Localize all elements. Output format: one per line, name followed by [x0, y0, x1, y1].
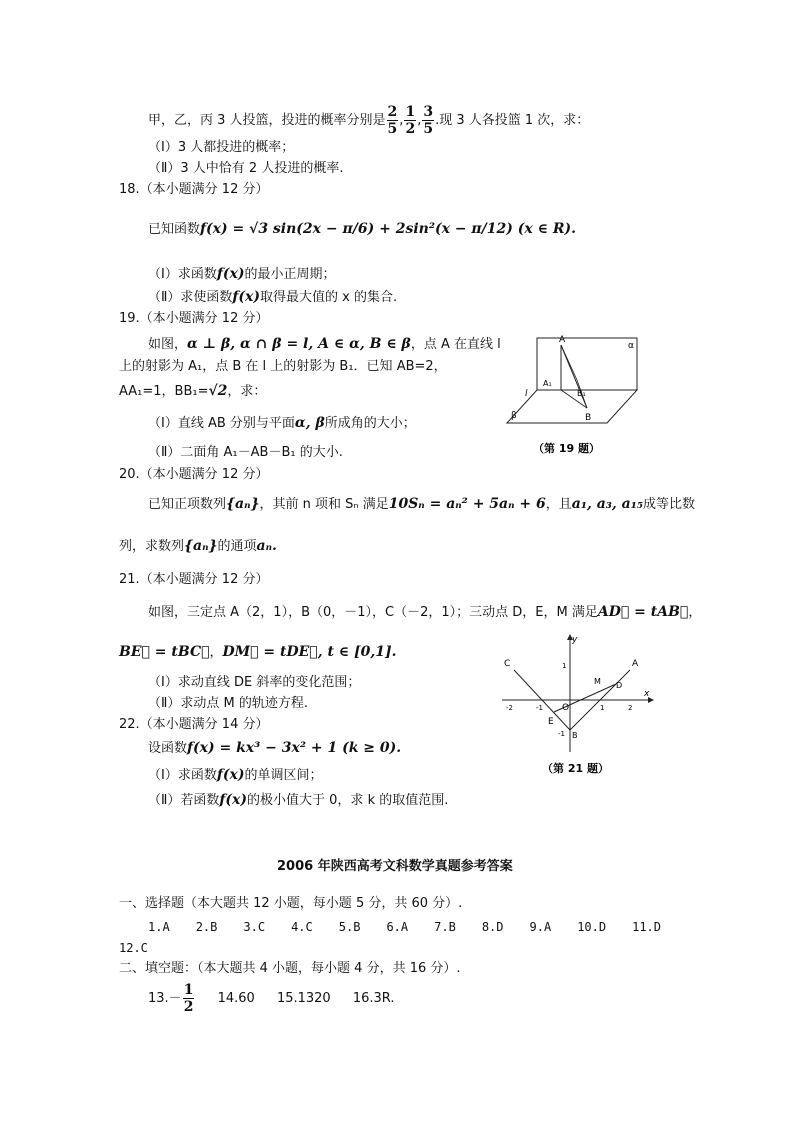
- q19-stem: 如图，α ⊥ β, α ∩ β = l, A ∈ α, B ∈ β，点 A 在直线 l: [148, 336, 501, 352]
- q21-stem: 如图，三定点 A（2，1），B（0，－1），C（－2，1）；三动点 D，E，M 满足AD⃗ = tAB⃗，: [148, 604, 702, 620]
- label-O: O: [562, 703, 570, 713]
- q22-part2: （Ⅱ）若函数f(x)的极小值大于 0，求 k 的取值范围.: [148, 792, 449, 808]
- answers-title: 2006 年陕西高考文科数学真题参考答案: [277, 859, 513, 874]
- q19-part1: （Ⅰ）直线 AB 分别与平面α, β所成角的大小；: [148, 415, 416, 431]
- q19-header: 19.（本小题满分 12 分）: [119, 311, 269, 326]
- q18-formula: f(x) = √3 sin(2x − π/6) + 2sin²(x − π/12) (x ∈ R).: [200, 221, 576, 237]
- q21-part1: （Ⅰ）求动直线 DE 斜率的变化范围；: [148, 675, 361, 690]
- tick-y1: 1: [562, 662, 567, 670]
- label-E: E: [548, 717, 554, 727]
- q19-figure: [495, 330, 655, 460]
- label-A: A: [632, 659, 639, 669]
- q21-header: 21.（本小题满分 12 分）: [119, 572, 269, 587]
- q21-part2: （Ⅱ）求动点 M 的轨迹方程.: [148, 696, 309, 711]
- q22-formula: f(x) = kx³ − 3x² + 1 (k ≥ 0).: [187, 740, 402, 756]
- label-B: B: [585, 413, 592, 423]
- label-M: M: [594, 677, 601, 686]
- label-l: l: [525, 389, 528, 399]
- label-A: A: [559, 335, 566, 345]
- label-x: x: [644, 689, 650, 699]
- q18-part2: （Ⅱ）求使函数f(x)取得最大值的 x 的集合.: [148, 289, 398, 305]
- label-alpha: α: [628, 341, 634, 351]
- tick-xm1: -1: [536, 704, 543, 712]
- q17-part1: （Ⅰ）3 人都投进的概率；: [148, 140, 295, 155]
- q19-line3: AA₁=1，BB₁=√2，求：: [119, 383, 267, 399]
- q20-line2: 列，求数列{aₙ}的通项aₙ.: [119, 538, 277, 554]
- q22-part1: （Ⅰ）求函数f(x)的单调区间；: [148, 767, 323, 783]
- q19-line2: 上的射影为 A₁，点 B 在 l 上的射影为 B₁．已知 AB=2，: [119, 359, 447, 374]
- label-y: y: [572, 635, 578, 645]
- q22-stem: 设函数f(x) = kx³ − 3x² + 1 (k ≥ 0).: [148, 740, 402, 756]
- q18-header: 18.（本小题满分 12 分）: [119, 182, 269, 197]
- q22-header: 22.（本小题满分 14 分）: [119, 717, 269, 732]
- label-B: B: [572, 731, 578, 740]
- fraction-3-5: $\frac{3}{5}$: [423, 104, 434, 137]
- tick-x2: 2: [628, 704, 633, 712]
- answers-sec2: 二、填空题：（本大题共 4 小题，每小题 4 分，共 16 分）.: [119, 961, 461, 976]
- tick-x1: 1: [600, 704, 605, 712]
- q20-header: 20.（本小题满分 12 分）: [119, 467, 269, 482]
- q19-caption: （第 19 题）: [533, 442, 600, 455]
- q18-stem: 已知函数f(x) = √3 sin(2x − π/6) + 2sin²(x − π/12) (x ∈ R).: [148, 221, 576, 237]
- q17-part2: （Ⅱ）3 人中恰有 2 人投进的概率.: [148, 161, 344, 176]
- label-A1: A₁: [543, 379, 552, 388]
- q17-stem: 甲，乙，丙 3 人投篮，投进的概率分别是 $\frac{2}{5}$ , $\frac{1}{2}$ , $\frac{3}{5}$ .现 3 人各投篮 1 次，求：: [148, 104, 590, 137]
- choice-answers: 1.A 2.B 3.C 4.C 5.B 6.A 7.B 8.D 9.A 10.D 11.D: [148, 920, 661, 934]
- answers-sec1: 一、选择题（本大题共 12 小题，每小题 5 分，共 60 分）.: [119, 896, 463, 911]
- q21-line2: BE⃗ = tBC⃗，DM⃗ = tDE⃗, t ∈ [0,1].: [119, 644, 397, 660]
- fill-answers: 13.－ $\frac{1}{2}$ 14.60 15.1320 16.3R.: [148, 982, 395, 1015]
- label-B1: B₁: [577, 389, 586, 398]
- q21-figure: [496, 632, 656, 777]
- q19-part2: （Ⅱ）二面角 A₁－AB－B₁ 的大小.: [148, 445, 343, 460]
- q20-stem: 已知正项数列{aₙ}，其前 n 项和 Sₙ 满足10Sₙ = aₙ² + 5aₙ + 6，且a₁, a₃, a₁₅成等比数: [148, 496, 696, 512]
- plane-alpha: [537, 338, 637, 390]
- label-C: C: [504, 659, 511, 669]
- fraction-1-2-answer: $\frac{1}{2}$: [183, 982, 194, 1015]
- choice-answer-12: 12.C: [119, 941, 148, 955]
- fraction-2-5: $\frac{2}{5}$: [387, 104, 398, 137]
- tick-ym1: -1: [558, 730, 565, 738]
- label-beta: β: [511, 411, 517, 421]
- segment-ab1: [561, 345, 577, 380]
- label-D: D: [616, 681, 623, 690]
- fraction-1-2: $\frac{1}{2}$: [405, 104, 416, 137]
- q18-part1: （Ⅰ）求函数f(x)的最小正周期；: [148, 266, 336, 282]
- q21-caption: （第 21 题）: [542, 762, 609, 775]
- tick-xm2: -2: [506, 704, 513, 712]
